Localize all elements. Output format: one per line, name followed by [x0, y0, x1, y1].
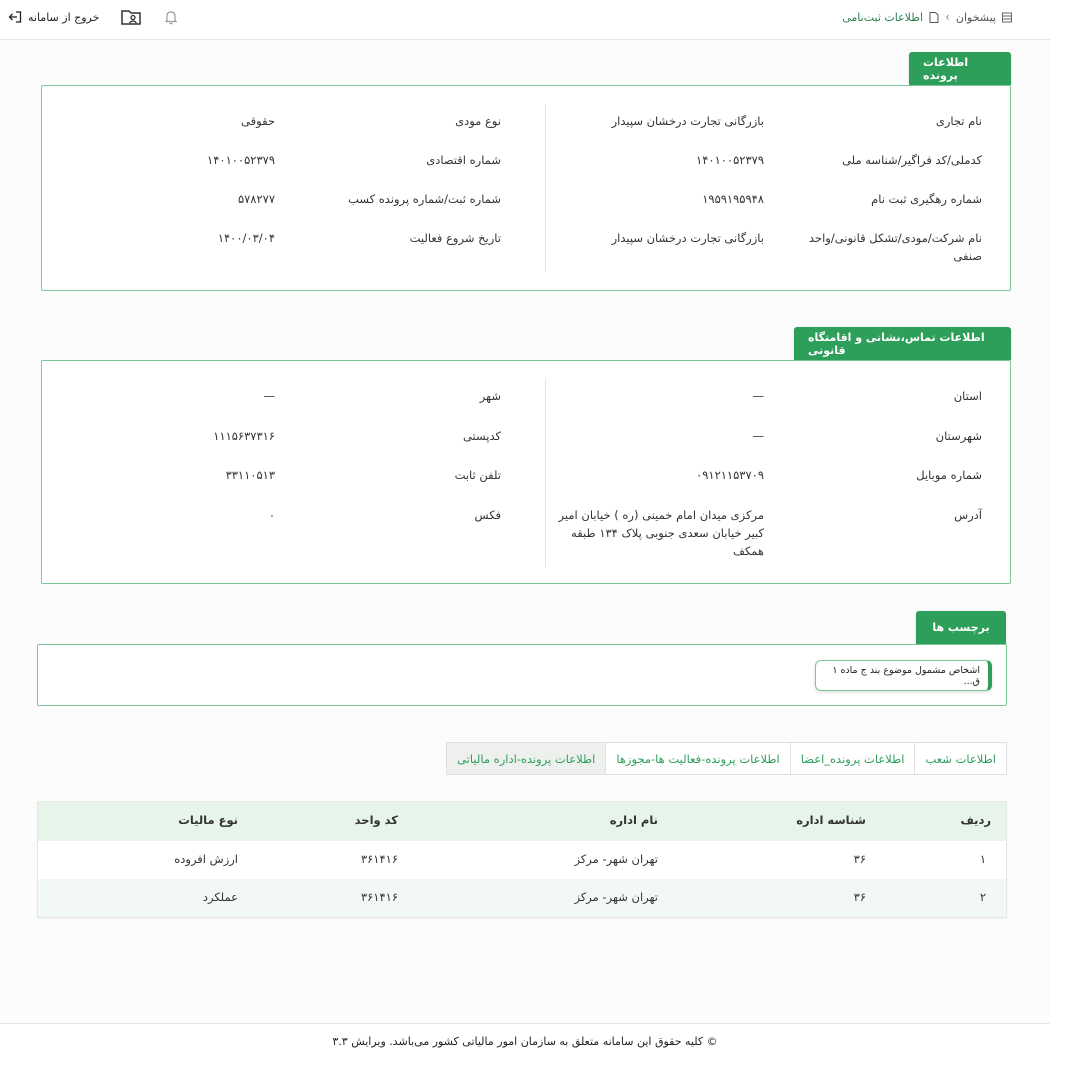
- table-cell: تهران شهر- مرکز: [574, 852, 658, 866]
- footer: [0, 1023, 1050, 1080]
- tags-title: برچسب ها: [932, 621, 990, 634]
- table-cell: تهران شهر- مرکز: [574, 890, 658, 904]
- table-cell: ۳۶۱۴۱۶: [360, 890, 398, 904]
- bell-icon[interactable]: [163, 8, 179, 26]
- table-cell: ۳۶: [853, 890, 866, 904]
- home-icon: [1002, 12, 1012, 23]
- column-header: کد واحد: [354, 813, 398, 827]
- table-cell: ارزش افروده: [174, 852, 238, 866]
- logout-label: خروج از سامانه: [28, 10, 100, 24]
- breadcrumb-current: اطلاعات ثبت‌نامی: [842, 10, 924, 24]
- table-header-row: [38, 802, 1006, 841]
- table-cell: ۲: [979, 890, 986, 904]
- top-header: [0, 0, 1050, 40]
- tag-chip-label: اشخاص مشمول موضوع بند ج ماده ۱ ق...: [832, 664, 980, 687]
- contact-info-card: استان — شهرستان — شماره موبایل ۰۹۱۲۱۱۵۳۷۰۹ آدرس مرکزی میدان امام خمینی (ره ) خیابان امیر کبیر خیابان سعدی جنوبی پلاک ۱۳۴ طبقه همکف شهر — کدپستی ۱۱۱۵۶۳۷۳۱۶ تلفن ثابت ۳۳۱۱۰۵۱۳ فکس ۰: [41, 360, 1011, 584]
- folder-user-icon[interactable]: [121, 8, 141, 26]
- tab-bar: [446, 742, 1007, 775]
- footer-copyright: © کلیه حقوق این سامانه متعلق به سازمان امور مالیاتی کشور می‌باشد. ویرایش ۳.۳: [332, 1035, 718, 1048]
- breadcrumb: [842, 10, 1012, 24]
- table-cell: ۳۶: [853, 852, 866, 866]
- chevron-left-icon: ›: [945, 10, 950, 24]
- contact-info-title: اطلاعات تماس،نشانی و اقامتگاه قانونی: [808, 330, 985, 357]
- table-cell: ۳۶۱۴۱۶: [360, 852, 398, 866]
- column-header: نوع مالیات: [178, 813, 238, 827]
- contact-info-header: [794, 327, 1011, 360]
- breadcrumb-home[interactable]: پیشخوان: [955, 10, 996, 24]
- table-row[interactable]: [38, 841, 1006, 879]
- logout-icon: [8, 10, 22, 24]
- header-actions: [8, 8, 179, 26]
- table-row[interactable]: [38, 879, 1006, 917]
- tag-chip[interactable]: [815, 660, 992, 691]
- column-header: نام اداره: [609, 813, 658, 827]
- document-icon: [929, 12, 939, 23]
- table-cell: عملکرد: [202, 890, 238, 904]
- file-info-header: [909, 52, 1011, 85]
- column-header: شناسه اداره: [796, 813, 866, 827]
- logout-button[interactable]: [8, 10, 99, 24]
- tab-tax-office[interactable]: اطلاعات پرونده-اداره مالیاتی: [447, 743, 605, 774]
- tax-office-table: [37, 801, 1007, 918]
- tab-activities-licenses[interactable]: اطلاعات پرونده-فعالیت ها-مجوزها: [605, 743, 789, 774]
- tab-branches[interactable]: اطلاعات شعب: [914, 743, 1006, 774]
- file-info-card: نام تجاری بازرگانی تجارت درخشان سپیدار کدملی/کد فراگیر/شناسه ملی ۱۴۰۱۰۰۵۲۳۷۹ شماره رهگیری ثبت نام ۱۹۵۹۱۹۵۹۴۸ نام شرکت/مودی/تشکل قانونی/واحد صنفی بازرگانی تجارت درخشان سپیدار نوع مودی حقوقی شماره اقتصادی ۱۴۰۱۰۰۵۲۳۷۹ شماره ثبت/شماره پرونده کسب ۵۷۸۲۷۷ تاریخ شروع فعالیت ۱۴۰۰/۰۳/۰۴: [41, 85, 1011, 291]
- tags-card: [37, 644, 1007, 706]
- tags-header: [916, 611, 1006, 644]
- file-info-title: اطلاعات پرونده: [923, 55, 969, 82]
- tab-members[interactable]: اطلاعات پرونده_اعضا: [790, 743, 915, 774]
- column-header: ردیف: [960, 813, 991, 827]
- table-cell: ۱: [979, 852, 986, 866]
